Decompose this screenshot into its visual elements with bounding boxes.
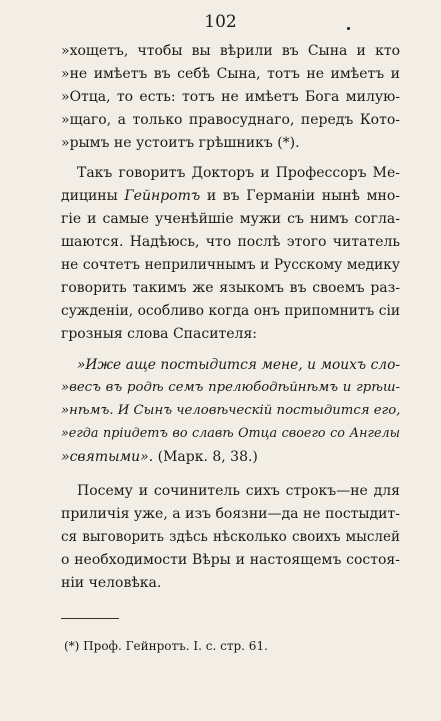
text-line: »Отца, то есть: тотъ не имѣетъ Бога милую- <box>61 89 400 105</box>
text-line: »рымъ не устоитъ грѣшникъ (*). <box>61 135 300 151</box>
text-line: ся выговорить здѣсь нѣсколько своихъ мыслей <box>61 529 400 545</box>
text-line: не сочтетъ неприличнымъ и Русскому медику <box>61 257 400 273</box>
text-line <box>77 162 400 184</box>
quote-line: »Иже аще постыдится мене, и моихъ сло- <box>77 357 400 373</box>
text-line: »хощетъ, чтобы вы вѣрили въ Сына и кто <box>61 43 400 59</box>
text-line <box>61 185 400 207</box>
quote-line <box>61 446 400 468</box>
text-line: приличія уже, а изъ боязни—да не постыдит- <box>61 506 400 522</box>
text-line: говорить такимъ же языкомъ въ своемъ раз- <box>61 280 400 296</box>
scripture-reference: (Марк. 8, 38.) <box>153 449 258 465</box>
text-line: гіе и самые ученѣйшіе мужи съ нимъ согла- <box>61 211 400 227</box>
footnote-divider <box>61 618 119 619</box>
text-run: дицины <box>61 188 125 204</box>
quote-end: »святыми». <box>61 449 154 465</box>
text-line: грозныя слова Спасителя: <box>61 326 257 342</box>
text-run: Такъ говоритъ Докторъ и Профессоръ Ме- <box>77 165 400 181</box>
author-name: Гейнротъ <box>124 188 201 204</box>
text-line: ніи человѣка. <box>61 575 162 591</box>
quote-line: »егда пріидетъ во славѣ Отца своего со Ангелы <box>61 426 400 441</box>
printer-mark <box>347 27 350 30</box>
quote-line: »весъ въ родѣ семъ прелюбодѣйнѣмъ и грѣш- <box>61 380 400 395</box>
quote-line: »нѣмъ. И Сынъ человѣческій постыдится его, <box>61 403 401 418</box>
text-line: »щаго, а только правосуднаго, передъ Кото- <box>61 112 400 128</box>
page-number: 102 <box>204 12 237 32</box>
text-line: шаются. Надѣюсь, что послѣ этого читатель <box>61 234 400 250</box>
footnote: (*) Проф. Гейнротъ. І. с. стр. 61. <box>64 639 268 653</box>
text-line: сужденіи, особливо когда онъ припомнитъ сіи <box>61 303 400 319</box>
text-run: и въ Германіи нынѣ мно- <box>200 188 401 204</box>
text-line: »не имѣетъ въ себѣ Сына, тотъ не имѣетъ и <box>61 66 400 82</box>
text-line: о необходимости Вѣры и настоящемъ состоя- <box>61 552 400 568</box>
text-line: Посему и сочинитель сихъ строкъ—не для <box>77 483 400 499</box>
